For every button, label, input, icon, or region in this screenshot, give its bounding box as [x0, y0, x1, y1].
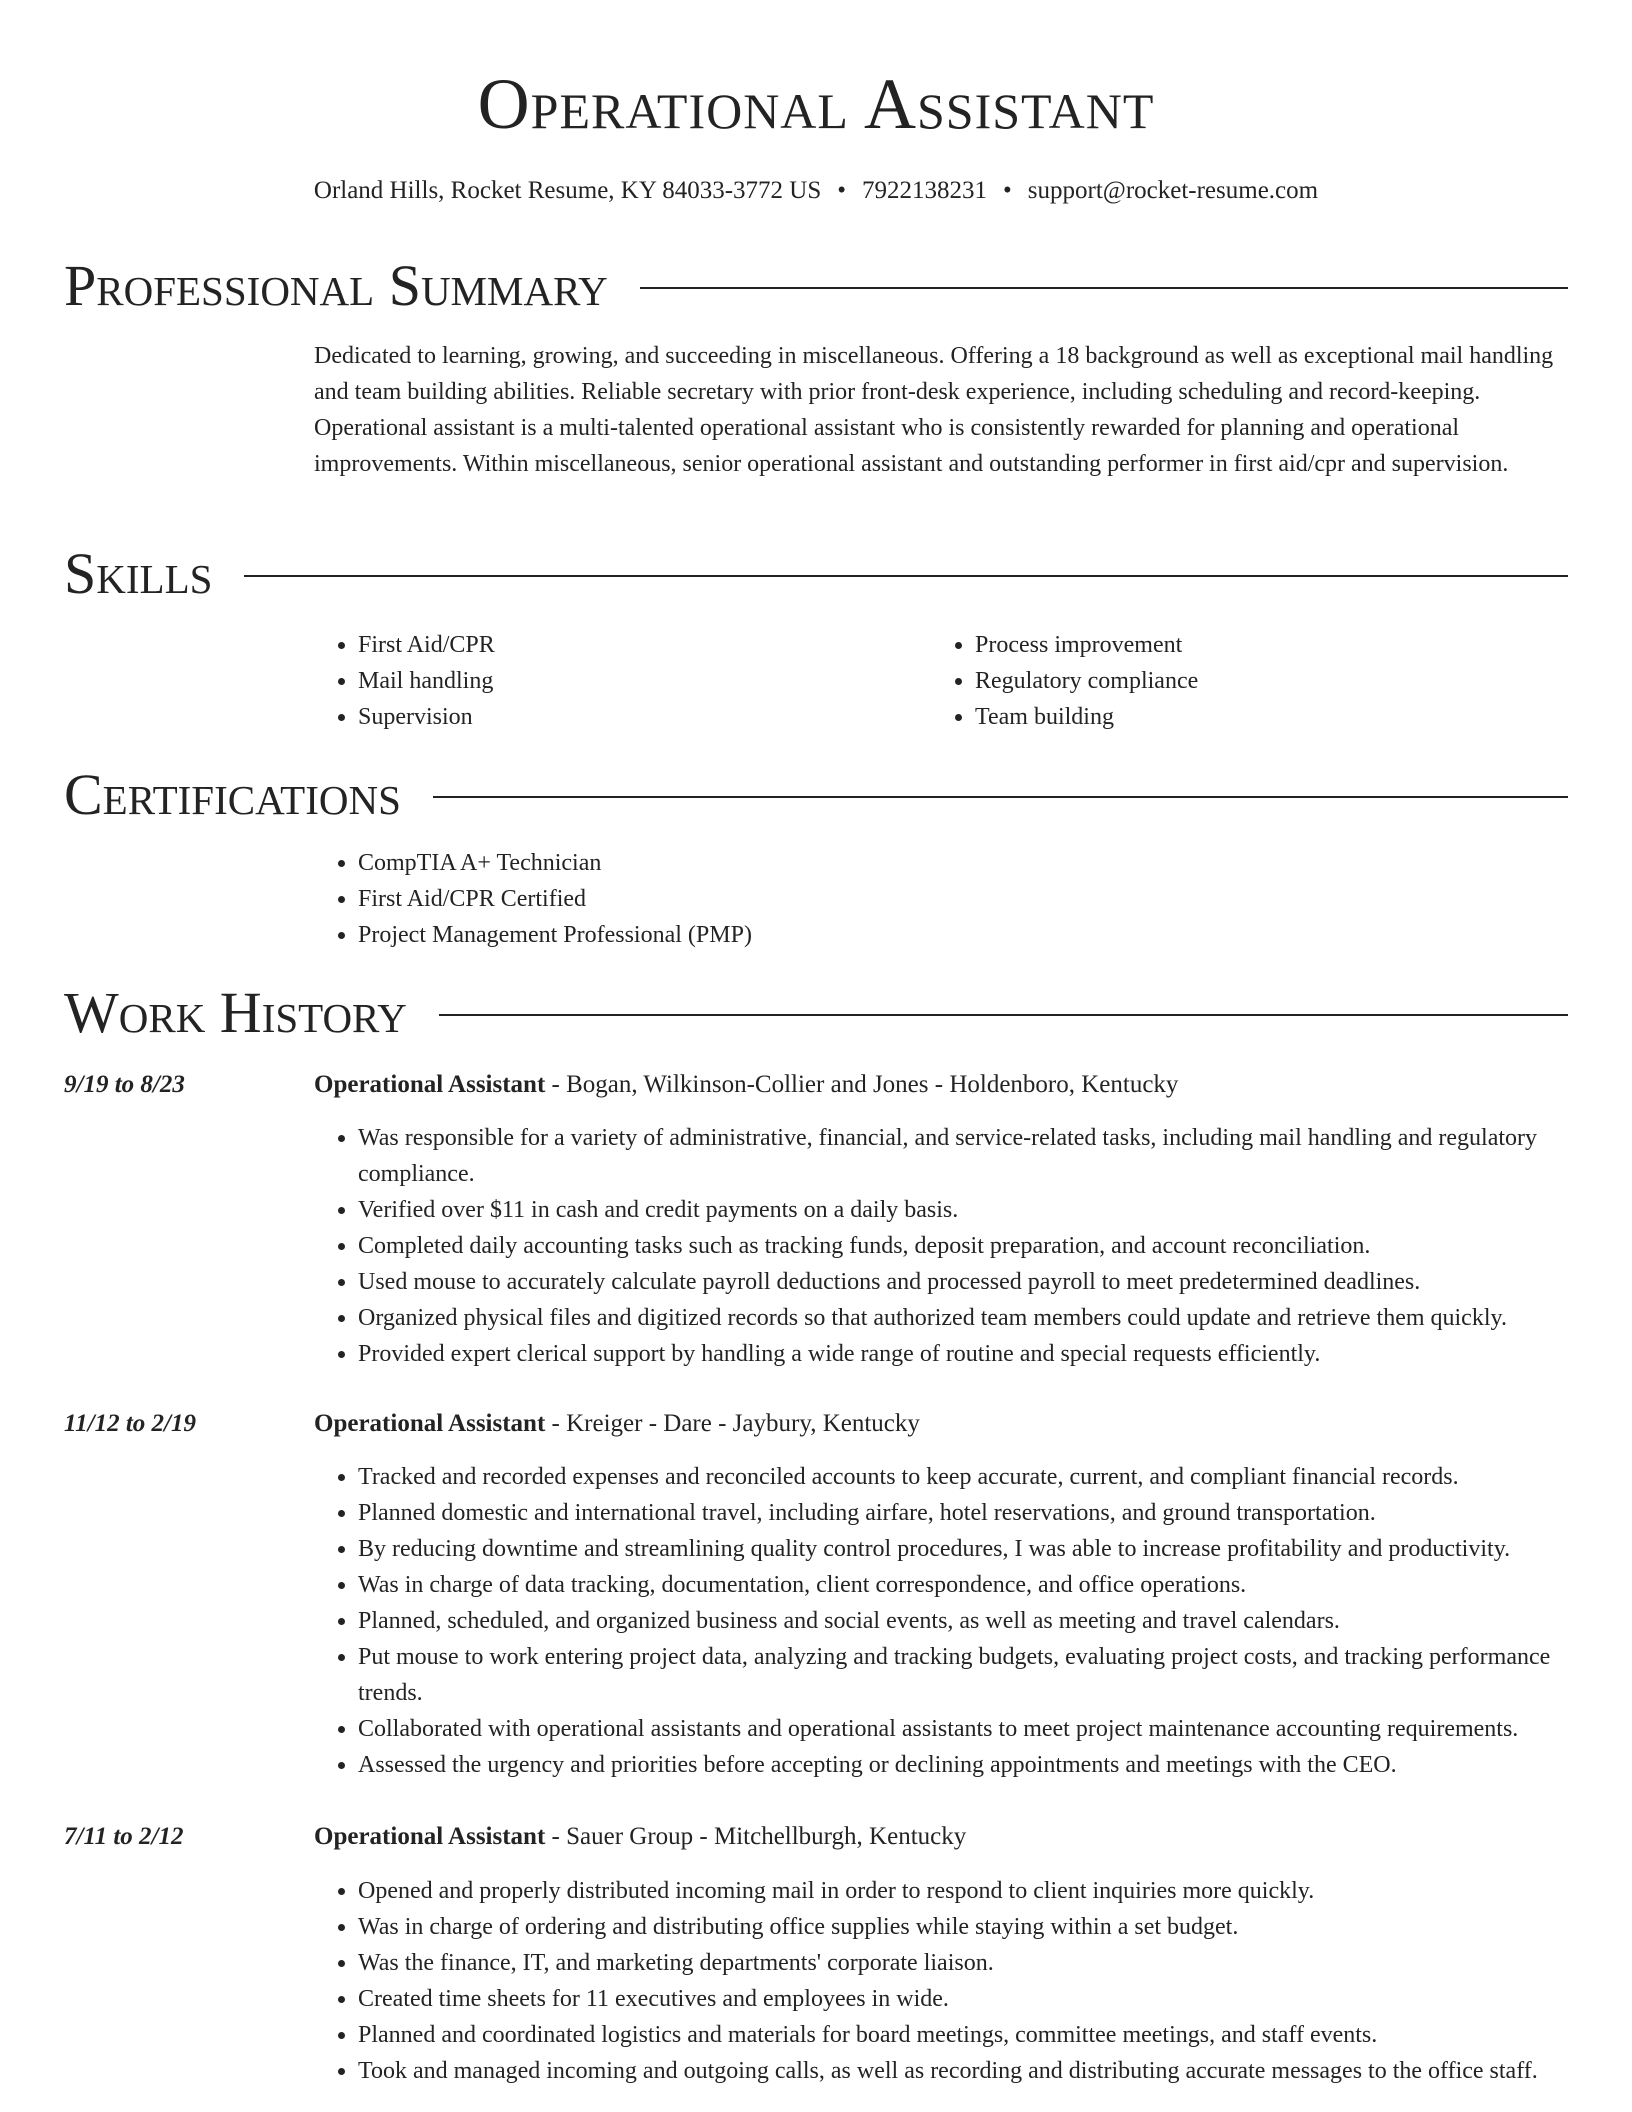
skills-list-left [314, 627, 914, 735]
skills-column-right [931, 627, 1531, 735]
job-duty-item: • Planned, scheduled, and organized business and social events, as well as meeting and travel calendars. [358, 1603, 1568, 1639]
job-title: Operational Assistant [314, 1071, 546, 1098]
section-divider [640, 287, 1568, 289]
skills-heading: Skills [64, 541, 213, 606]
job-dates: 9/19 to 8/23 [64, 1071, 185, 1098]
job-duty-item: • Provided expert clerical support by handling a wide range of routine and special requests efficiently. [358, 1336, 1568, 1372]
section-divider [244, 575, 1568, 577]
skills-section-header [64, 541, 1568, 607]
job-duty-item: • Planned domestic and international travel, including airfare, hotel reservations, and ground transportation. [358, 1495, 1568, 1531]
job-employer-location: - Kreiger - Dare - Jaybury, Kentucky [545, 1410, 920, 1437]
job-dates: 7/11 to 2/12 [64, 1823, 184, 1850]
job-duty-item: • Collaborated with operational assistants and operational assistants to meet project maintenance accounting requirements. [358, 1711, 1568, 1747]
certifications-block [314, 845, 1568, 953]
job-duty-item: • Used mouse to accurately calculate payroll deductions and processed payroll to meet predetermined deadlines. [358, 1264, 1568, 1300]
job-employer-location: - Sauer Group - Mitchellburgh, Kentucky [545, 1823, 967, 1850]
contact-email: support@rocket-resume.com [1027, 177, 1319, 204]
certification-item: • Project Management Professional (PMP) [358, 917, 1568, 953]
skill-item: • Team building [975, 699, 1531, 735]
job-dates: 11/12 to 2/19 [64, 1410, 196, 1437]
job-duty-item: • Opened and properly distributed incoming mail in order to respond to client inquiries more quickly. [358, 1873, 1568, 1909]
job-duties-list [314, 1459, 1568, 1783]
certifications-section-header [64, 762, 1568, 828]
job-duty-item: • Organized physical files and digitized records so that authorized team members could update and retrieve them quickly. [358, 1300, 1568, 1336]
section-divider [439, 1014, 1568, 1016]
job-duty-item: • Verified over $11 in cash and credit payments on a daily basis. [358, 1192, 1568, 1228]
contact-separator: • [837, 177, 847, 204]
skills-list-right [931, 627, 1531, 735]
job-duties [314, 1120, 1568, 1372]
job-duty-item: • Took and managed incoming and outgoing calls, as well as recording and distributing accurate messages to the office staff. [358, 2053, 1568, 2089]
contact-separator: • [1003, 177, 1012, 204]
job-duty-item: • Created time sheets for 11 executives and employees in wide. [358, 1981, 1568, 2017]
job-duty-item: • Was the finance, IT, and marketing departments' corporate liaison. [358, 1945, 1568, 1981]
summary-text: Dedicated to learning, growing, and succeeding in miscellaneous. Offering a 18 background as well as exceptional mail handling and team building abilities. Reliable secretary with prior front-desk experience, including scheduling and record-keeping. Operational assistant is a multi-talented operational assistant who is consistently rewarded for planning and operational improvements. Within miscellaneous, senior operational assistant and outstanding performer in first aid/cpr and supervision. [314, 343, 1554, 477]
job-duty-item: • Was responsible for a variety of administrative, financial, and service-related tasks, including mail handling and regulatory compliance. [358, 1120, 1568, 1192]
job-duty-item: • Was in charge of ordering and distributing office supplies while staying within a set budget. [358, 1909, 1568, 1945]
job-duty-item: • Planned and coordinated logistics and materials for board meetings, committee meetings, and staff events. [358, 2017, 1568, 2053]
job-heading [314, 1820, 1568, 1854]
job-duty-item: • Tracked and recorded expenses and reconciled accounts to keep accurate, current, and compliant financial records. [358, 1459, 1568, 1495]
certifications-heading: Certifications [64, 762, 401, 827]
certification-item: • First Aid/CPR Certified [358, 881, 1568, 917]
skill-item: • Mail handling [358, 663, 914, 699]
skill-item: • Process improvement [975, 627, 1531, 663]
skill-item: • Regulatory compliance [975, 663, 1531, 699]
job-duty-item: • Put mouse to work entering project data, analyzing and tracking budgets, evaluating project costs, and tracking performance trends. [358, 1639, 1568, 1711]
work-history-heading: Work History [64, 980, 407, 1045]
job-duties-list [314, 1873, 1568, 2089]
job-duty-item: • By reducing downtime and streamlining quality control procedures, I was able to increase profitability and productivity. [358, 1531, 1568, 1567]
skills-column-left [314, 627, 914, 735]
certifications-list [314, 845, 1568, 953]
section-divider [433, 796, 1568, 798]
work-history-section-header [64, 980, 1568, 1046]
job-duty-item: • Completed daily accounting tasks such as tracking funds, deposit preparation, and account reconciliation. [358, 1228, 1568, 1264]
job-duty-item: • Was in charge of data tracking, documentation, client correspondence, and office operations. [358, 1567, 1568, 1603]
job-duties [314, 1873, 1568, 2089]
skill-item: • First Aid/CPR [358, 627, 914, 663]
candidate-name: Operational Assistant [477, 64, 1155, 144]
skill-item: • Supervision [358, 699, 914, 735]
job-employer-location: - Bogan, Wilkinson-Collier and Jones - Holdenboro, Kentucky [545, 1071, 1179, 1098]
job-title: Operational Assistant [314, 1823, 546, 1850]
certification-item: • CompTIA A+ Technician [358, 845, 1568, 881]
job-heading [314, 1068, 1568, 1102]
job-title: Operational Assistant [314, 1410, 546, 1437]
contact-phone: 7922138231 [862, 177, 988, 204]
contact-line [0, 174, 1632, 208]
job-duties [314, 1459, 1568, 1783]
summary-heading: Professional Summary [64, 253, 608, 318]
contact-address: Orland Hills, Rocket Resume, KY 84033-3772 US [313, 177, 822, 204]
job-duty-item: • Assessed the urgency and priorities before accepting or declining appointments and meetings with the CEO. [358, 1747, 1568, 1783]
job-duties-list [314, 1120, 1568, 1372]
summary-section-header [64, 253, 1568, 319]
job-heading [314, 1407, 1568, 1441]
